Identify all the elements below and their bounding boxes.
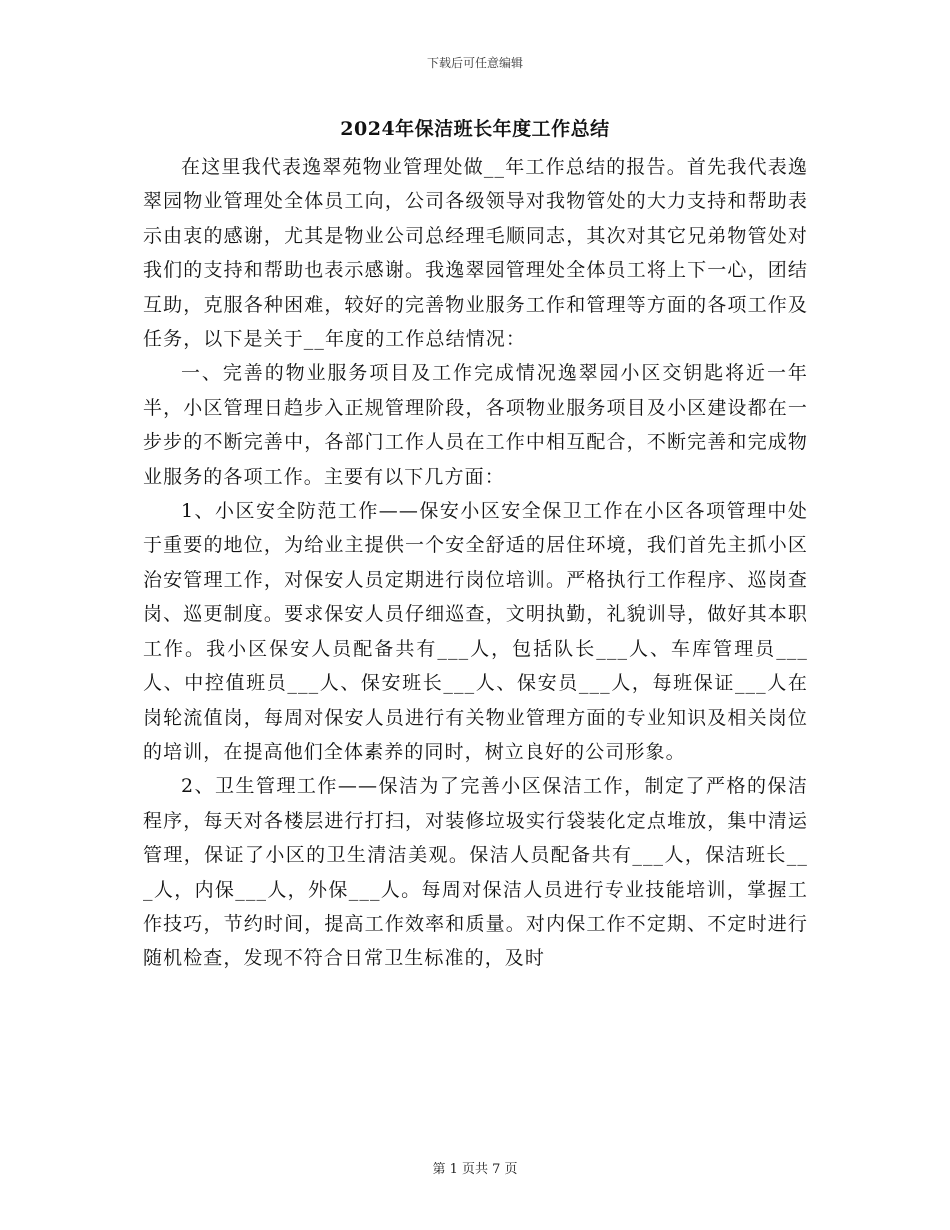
document-body (143, 150, 808, 976)
paragraph-security-work: 1、小区安全防范工作——保安小区安全保卫工作在小区各项管理中处于重要的地位，为给业主提供一个安全舒适的居住环境，我们首先主抓小区治安管理工作，对保安人员定期进行岗位培训。严格执行工作程序、巡岗查岗、巡更制度。要求保安人员仔细巡查，文明执勤，礼貌训导，做好其本职工作。我小区保安人员配备共有___人，包括队长___人、车库管理员___人、中控值班员___人、保安班长___人、保安员___人，每班保证___人在岗轮流值岗，每周对保安人员进行有关物业管理方面的专业知识及相关岗位的培训，在提高他们全体素养的同时，树立良好的公司形象。 (143, 500, 808, 763)
page-footer-number: 第 1 页共 7 页 (432, 1162, 518, 1177)
paragraph-section-1: 一、完善的物业服务项目及工作完成情况逸翠园小区交钥匙将近一年半，小区管理日趋步入正规管理阶段，各项物业服务项目及小区建设都在一步步的不断完善中，各部门工作人员在工作中相互配合，不断完善和完成物业服务的各项工作。主要有以下几方面： (143, 362, 808, 488)
page-header-note: 下载后可任意编辑 (426, 56, 523, 70)
paragraph-sanitation-work: 2、卫生管理工作——保洁为了完善小区保洁工作，制定了严格的保洁程序，每天对各楼层进行打扫，对装修垃圾实行袋装化定点堆放，集中清运管理，保证了小区的卫生清洁美观。保洁人员配备共有___人，保洁班长___人，内保___人，外保___人。每周对保洁人员进行专业技能培训，掌握工作技巧，节约时间，提高工作效率和质量。对内保工作不定期、不定时进行随机检查，发现不符合日常卫生标准的，及时 (143, 775, 808, 970)
paragraph-intro: 在这里我代表逸翠苑物业管理处做__年工作总结的报告。首先我代表逸翠园物业管理处全体员工向，公司各级领导对我物管处的大力支持和帮助表示由衷的感谢，尤其是物业公司总经理毛顺同志，其次对其它兄弟物管处对我们的支持和帮助也表示感谢。我逸翠园管理处全体员工将上下一心，团结互助，克服各种困难，较好的完善物业服务工作和管理等方面的各项工作及任务，以下是关于__年度的工作总结情况： (143, 156, 808, 351)
document-title: 2024年保洁班长年度工作总结 (340, 118, 610, 140)
